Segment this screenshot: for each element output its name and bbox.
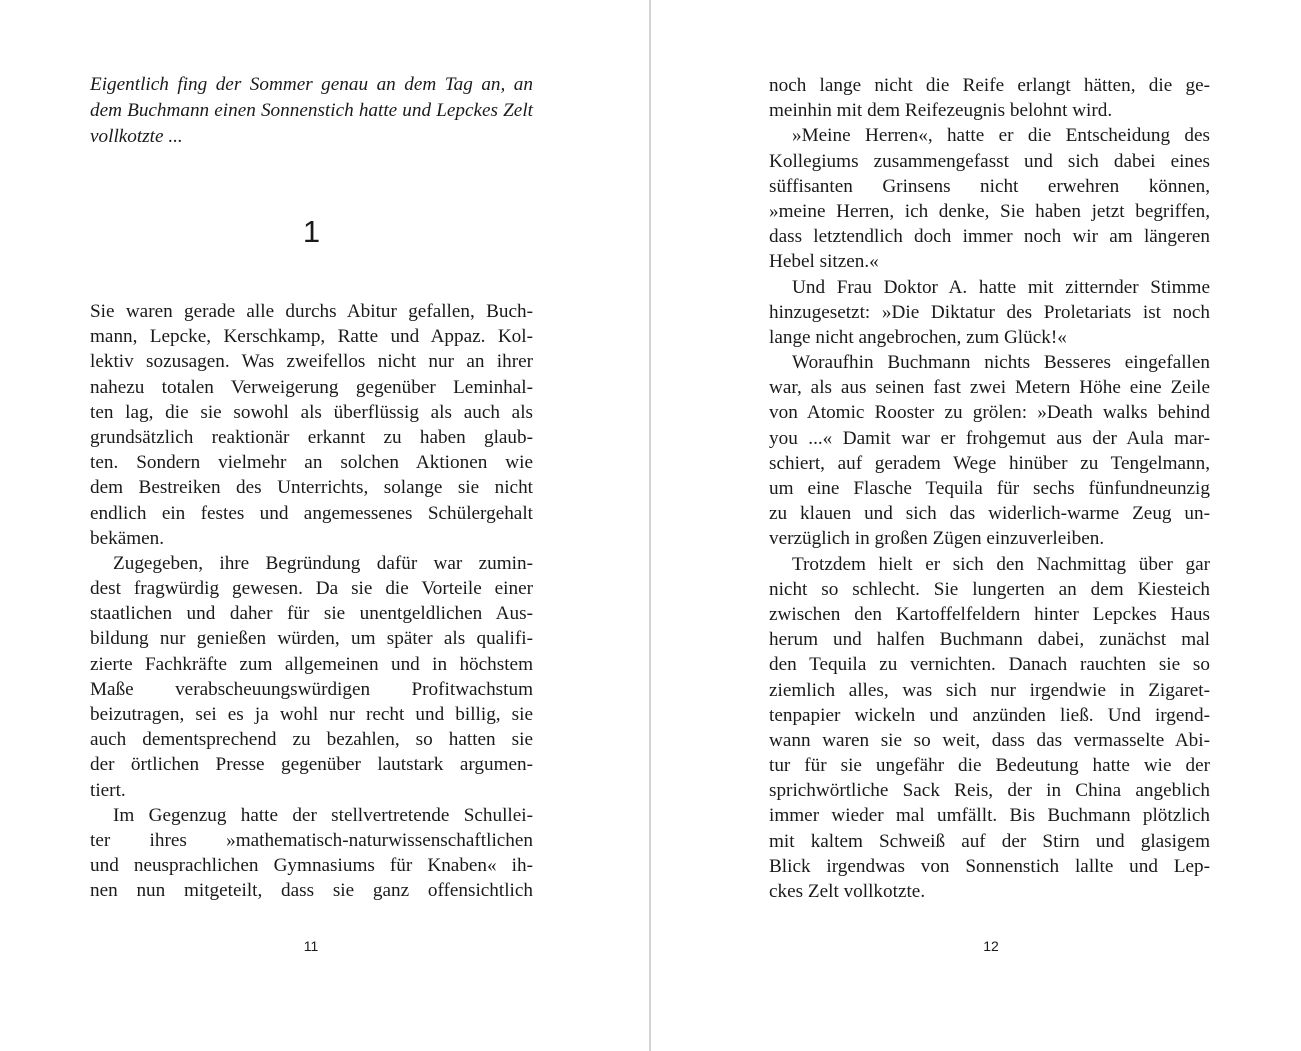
text-line: tiert. <box>90 779 126 801</box>
text-line: zwischen den Kartoffelfeldern hinter Lepckes Haus <box>769 603 1210 625</box>
text-line: ter ihres »mathematisch-naturwissenschaftlichen <box>90 829 533 851</box>
text-line: Blick irgendwas von Sonnenstich lallte und Lep- <box>769 855 1210 877</box>
text-line: Hebel sitzen.« <box>769 251 879 273</box>
text-line: Und Frau Doktor A. hatte mit zitternder Stimme <box>792 276 1210 298</box>
text-line: tenpapier wickeln und anzünden ließ. Und irgend- <box>769 704 1210 726</box>
text-line: süffisanten Grinsens nicht erwehren können, <box>769 175 1210 197</box>
text-line: ten lag, die sie sowohl als überflüssig als auch als <box>90 401 533 423</box>
text-line: dem Bestreiken des Unterrichts, solange sie nicht <box>90 477 533 499</box>
text-line: war, als aus seinen fast zwei Metern Höhe eine Zeile <box>769 377 1210 399</box>
text-line: Maße verabscheuungswürdigen Profitwachstum <box>90 678 533 700</box>
page-number: 11 <box>303 938 319 954</box>
text-line: verzüglich in großen Zügen einzuverleiben. <box>769 528 1105 550</box>
text-line: bekämen. <box>90 527 165 549</box>
text-line: hinzugesetzt: »Die Diktatur des Proletariats ist noch <box>769 301 1210 323</box>
text-line: um eine Flasche Tequila für sechs fünfundneunzig <box>769 478 1210 499</box>
text-line: zierte Fachkräfte zum allgemeinen und in höchstem <box>90 653 533 675</box>
text-line: lektiv sozusagen. Was zweifellos nicht nur an ihrer <box>90 351 533 373</box>
text-line: auch dementsprechend zu bezahlen, so hatten sie <box>90 729 533 751</box>
text-line: bildung nur genießen würden, um später als qualifi- <box>90 628 533 650</box>
text-line: nicht so schlecht. Sie lungerten an dem Kiesteich <box>769 578 1210 600</box>
text-line: mit kaltem Schweiß auf der Stirn und glasigem <box>769 830 1210 852</box>
text-line: und neusprachlichen Gymnasiums für Knaben« ih- <box>90 855 533 877</box>
text-line: dass letztendlich doch immer noch wir am längeren <box>769 226 1210 248</box>
text-line: herum und halfen Buchmann dabei, zunächst mal <box>769 629 1210 651</box>
text-line: lange nicht angebrochen, zum Glück!« <box>769 326 1067 348</box>
text-line: beizutragen, sei es ja wohl nur recht und billig, sie <box>90 704 533 725</box>
text-line: Trotzdem hielt er sich den Nachmittag über gar <box>792 553 1210 575</box>
text-line: immer wieder mal umfällt. Bis Buchmann plötzlich <box>769 805 1210 827</box>
text-line: »meine Herren, ich denke, Sie haben jetzt begriffen, <box>769 200 1210 222</box>
text-line: Kollegiums zusammengefasst und sich dabei eines <box>769 150 1210 172</box>
text-line: Zugegeben, ihre Begründung dafür war zumin- <box>113 552 533 574</box>
text-line: ten. Sondern vielmehr an solchen Aktionen wie <box>90 452 533 474</box>
left-page <box>0 0 649 1051</box>
text-line: zu klauen und sich das widerlich-warme Zeug un- <box>769 503 1210 525</box>
text-line: grundsätzlich reaktionär erkannt zu haben glaub- <box>90 426 533 448</box>
page-number: 12 <box>983 938 999 954</box>
text-line: tur für sie ungefähr die Bedeutung hatte wie der <box>769 755 1210 777</box>
text-line: den Tequila zu vernichten. Danach rauchten sie so <box>769 654 1210 676</box>
text-line: ziemlich alles, was sich nur irgendwie in Zigaret- <box>769 679 1210 701</box>
text-line: nahezu totalen Verweigerung gegenüber Leminhal- <box>90 376 533 398</box>
text-line: der örtlichen Presse gegenüber lautstark argumen- <box>90 754 533 776</box>
text-line: nen nun mitgeteilt, dass sie ganz offensichtlich <box>90 880 533 902</box>
text-line: schiert, auf geradem Wege hinüber zu Tengelmann, <box>769 452 1210 474</box>
text-line: ckes Zelt vollkotzte. <box>769 881 926 902</box>
text-line: »Meine Herren«, hatte er die Entscheidung des <box>792 125 1210 147</box>
epigraph: Eigentlich fing der Sommer genau an dem Tag an, an dem Buchmann einen Sonnenstich hatte und Lepckes Zelt vollkotzte ... <box>90 74 533 147</box>
text-line: Woraufhin Buchmann nichts Besseres eingefallen <box>792 352 1210 374</box>
text-line: dest fragwürdig gewesen. Da sie die Vorteile einer <box>90 578 533 600</box>
right-page <box>651 0 1301 1051</box>
text-line: mann, Lepcke, Kerschkamp, Ratte und Appaz. Kol- <box>90 326 533 348</box>
left-page-body <box>90 299 533 904</box>
text-line: meinhin mit dem Reifezeugnis belohnt wird. <box>769 100 1113 122</box>
text-line: von Atomic Rooster zu grölen: »Death walks behind <box>769 402 1210 424</box>
text-line: Im Gegenzug hatte der stellvertretende Schullei- <box>113 804 533 826</box>
text-line: staatlichen und daher für sie unentgeldlichen Aus- <box>90 603 533 625</box>
text-line: noch lange nicht die Reife erlangt hätten, die ge- <box>769 75 1210 96</box>
text-line: you ...« Damit war er frohgemut aus der Aula mar- <box>769 427 1210 449</box>
text-line: Sie waren gerade alle durchs Abitur gefallen, Buch- <box>90 301 533 322</box>
right-page-body <box>769 73 1210 904</box>
text-line: sprichwörtliche Sack Reis, der in China angeblich <box>769 780 1210 802</box>
text-line: wann waren sie so weit, dass das vermasselte Abi- <box>769 729 1210 751</box>
text-line: endlich ein festes und angemessenes Schülergehalt <box>90 502 533 524</box>
chapter-number: 1 <box>302 214 321 249</box>
